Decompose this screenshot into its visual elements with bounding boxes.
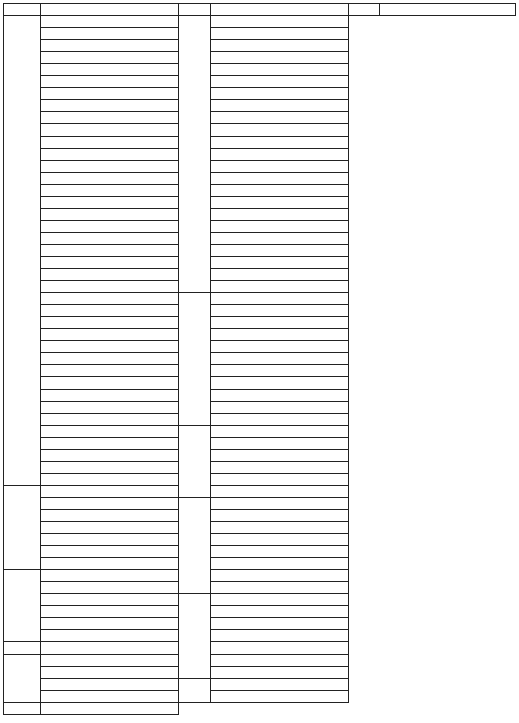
- major-cell: [41, 136, 179, 148]
- major-cell: [41, 377, 179, 389]
- major-cell: [41, 40, 179, 52]
- table-row: [4, 570, 516, 582]
- major-cell: [41, 690, 179, 702]
- major-cell: [211, 594, 349, 606]
- major-cell: [211, 509, 349, 521]
- major-cell: [41, 124, 179, 136]
- table-row: [4, 244, 516, 256]
- table-row: [4, 485, 516, 497]
- major-cell: [211, 534, 349, 546]
- major-cell: [211, 196, 349, 208]
- major-cell: [41, 232, 179, 244]
- table-row: [4, 353, 516, 365]
- major-cell: [211, 425, 349, 437]
- major-cell: [41, 509, 179, 521]
- table-row: [4, 220, 516, 232]
- category-cell: [179, 425, 211, 497]
- major-cell: [211, 690, 349, 702]
- table-row: [4, 401, 516, 413]
- table-row: [4, 124, 516, 136]
- table-row: [4, 365, 516, 377]
- table-row: [4, 317, 516, 329]
- major-cell: [41, 534, 179, 546]
- table-row: [4, 16, 516, 28]
- major-cell: [41, 389, 179, 401]
- table-row: [4, 497, 516, 509]
- major-cell: [41, 618, 179, 630]
- major-cell: [211, 341, 349, 353]
- major-cell: [41, 281, 179, 293]
- table-row: [4, 281, 516, 293]
- major-cell: [41, 160, 179, 172]
- major-cell: [41, 497, 179, 509]
- table-row: [4, 461, 516, 473]
- table-row: [4, 546, 516, 558]
- major-cell: [41, 269, 179, 281]
- major-cell: [41, 28, 179, 40]
- major-cell: [211, 353, 349, 365]
- major-cell: [211, 630, 349, 642]
- major-cell: [211, 678, 349, 690]
- category-cell: [179, 16, 211, 293]
- major-cell: [41, 594, 179, 606]
- major-cell: [211, 389, 349, 401]
- table-row: [4, 413, 516, 425]
- table-row: [4, 112, 516, 124]
- major-cell: [41, 220, 179, 232]
- major-cell: [41, 76, 179, 88]
- major-cell: [211, 449, 349, 461]
- table-row: [4, 437, 516, 449]
- major-cell: [41, 558, 179, 570]
- major-cell: [211, 28, 349, 40]
- major-cell: [41, 570, 179, 582]
- table-row: [4, 425, 516, 437]
- table-row: [4, 40, 516, 52]
- table-row: [4, 534, 516, 546]
- category-cell: [4, 702, 41, 714]
- major-cell: [211, 172, 349, 184]
- major-cell: [41, 305, 179, 317]
- category-cell: [4, 570, 41, 642]
- major-cell: [211, 208, 349, 220]
- major-cell: [211, 112, 349, 124]
- category-cell: [179, 293, 211, 426]
- major-cell: [211, 546, 349, 558]
- major-cell: [211, 317, 349, 329]
- table-row: [4, 269, 516, 281]
- header-category: [4, 4, 41, 16]
- table-row: [4, 678, 516, 690]
- category-cell: [4, 485, 41, 569]
- major-cell: [41, 437, 179, 449]
- major-cell: [211, 88, 349, 100]
- major-cell: [211, 124, 349, 136]
- major-cell: [41, 522, 179, 534]
- table-row: [4, 256, 516, 268]
- table-row: [4, 666, 516, 678]
- major-cell: [211, 184, 349, 196]
- major-cell: [211, 305, 349, 317]
- major-cell: [41, 293, 179, 305]
- major-cell: [41, 582, 179, 594]
- table-row: [4, 341, 516, 353]
- table-row: [4, 329, 516, 341]
- major-cell: [211, 76, 349, 88]
- major-cell: [41, 341, 179, 353]
- table-row: [4, 305, 516, 317]
- table-row: [4, 389, 516, 401]
- category-cell: [179, 594, 211, 678]
- major-cell: [41, 244, 179, 256]
- table-row: [4, 558, 516, 570]
- major-cell: [41, 64, 179, 76]
- table-body: [4, 4, 516, 715]
- table-row: [4, 630, 516, 642]
- major-cell: [41, 16, 179, 28]
- major-cell: [211, 606, 349, 618]
- table-row: [4, 293, 516, 305]
- major-cell: [41, 148, 179, 160]
- major-cell: [41, 100, 179, 112]
- table-row: [4, 208, 516, 220]
- major-cell: [41, 425, 179, 437]
- major-cell: [41, 256, 179, 268]
- category-cell: [179, 497, 211, 593]
- table-row: [4, 473, 516, 485]
- major-cell: [41, 461, 179, 473]
- major-cell: [41, 208, 179, 220]
- major-cell: [211, 437, 349, 449]
- table-row: [4, 377, 516, 389]
- major-cell: [41, 172, 179, 184]
- category-cell: [4, 642, 41, 654]
- major-cell: [211, 160, 349, 172]
- table-row: [4, 582, 516, 594]
- table-row: [4, 642, 516, 654]
- table-row: [4, 232, 516, 244]
- table-row: [4, 618, 516, 630]
- major-cell: [211, 52, 349, 64]
- table-row: [4, 702, 516, 714]
- major-cell: [211, 293, 349, 305]
- major-cell: [41, 184, 179, 196]
- table-row: [4, 28, 516, 40]
- major-cell: [211, 136, 349, 148]
- table-row: [4, 172, 516, 184]
- table-row: [4, 196, 516, 208]
- major-cell: [41, 666, 179, 678]
- major-cell: [41, 196, 179, 208]
- table-row: [4, 449, 516, 461]
- major-cell: [211, 244, 349, 256]
- major-cell: [211, 16, 349, 28]
- major-cell: [211, 100, 349, 112]
- table-row: [4, 594, 516, 606]
- table-row: [4, 100, 516, 112]
- major-cell: [41, 365, 179, 377]
- major-cell: [211, 365, 349, 377]
- major-cell: [41, 401, 179, 413]
- major-cell: [41, 413, 179, 425]
- major-cell: [211, 558, 349, 570]
- major-cell: [41, 353, 179, 365]
- major-table: [3, 3, 516, 715]
- major-cell: [211, 570, 349, 582]
- header-category: [179, 4, 211, 16]
- major-cell: [211, 582, 349, 594]
- table-row: [4, 184, 516, 196]
- table-row: [4, 148, 516, 160]
- major-cell: [211, 256, 349, 268]
- major-cell: [211, 40, 349, 52]
- major-cell: [211, 64, 349, 76]
- category-cell: [4, 654, 41, 702]
- table-row: [4, 52, 516, 64]
- major-cell: [211, 281, 349, 293]
- table-row: [4, 509, 516, 521]
- table-row: [4, 88, 516, 100]
- major-cell: [211, 654, 349, 666]
- major-cell: [41, 88, 179, 100]
- major-cell: [211, 148, 349, 160]
- major-cell: [41, 654, 179, 666]
- table-row: [4, 690, 516, 702]
- major-cell: [41, 702, 179, 714]
- major-cell: [211, 642, 349, 654]
- major-cell: [211, 329, 349, 341]
- major-cell: [41, 112, 179, 124]
- table-row: [4, 160, 516, 172]
- major-cell: [211, 497, 349, 509]
- header-major: [41, 4, 179, 16]
- major-cell: [211, 473, 349, 485]
- table-row: [4, 654, 516, 666]
- major-cell: [41, 642, 179, 654]
- major-cell: [211, 220, 349, 232]
- table-row: [4, 522, 516, 534]
- header-row: [4, 4, 516, 16]
- major-cell: [211, 666, 349, 678]
- major-cell: [41, 317, 179, 329]
- header-major: [380, 4, 516, 16]
- major-cell: [41, 630, 179, 642]
- table-row: [4, 64, 516, 76]
- major-cell: [41, 606, 179, 618]
- major-cell: [211, 232, 349, 244]
- major-cell: [41, 449, 179, 461]
- header-category: [349, 4, 380, 16]
- table-row: [4, 606, 516, 618]
- major-cell: [41, 329, 179, 341]
- major-cell: [41, 473, 179, 485]
- major-cell: [211, 522, 349, 534]
- table-row: [4, 76, 516, 88]
- major-cell: [211, 485, 349, 497]
- major-cell: [211, 269, 349, 281]
- major-cell: [41, 678, 179, 690]
- major-cell: [41, 546, 179, 558]
- major-cell: [211, 461, 349, 473]
- header-major: [211, 4, 349, 16]
- table-row: [4, 136, 516, 148]
- major-cell: [41, 52, 179, 64]
- category-cell: [4, 16, 41, 486]
- major-cell: [211, 401, 349, 413]
- major-cell: [211, 618, 349, 630]
- major-cell: [211, 413, 349, 425]
- category-cell: [179, 678, 211, 702]
- major-cell: [211, 377, 349, 389]
- major-cell: [41, 485, 179, 497]
